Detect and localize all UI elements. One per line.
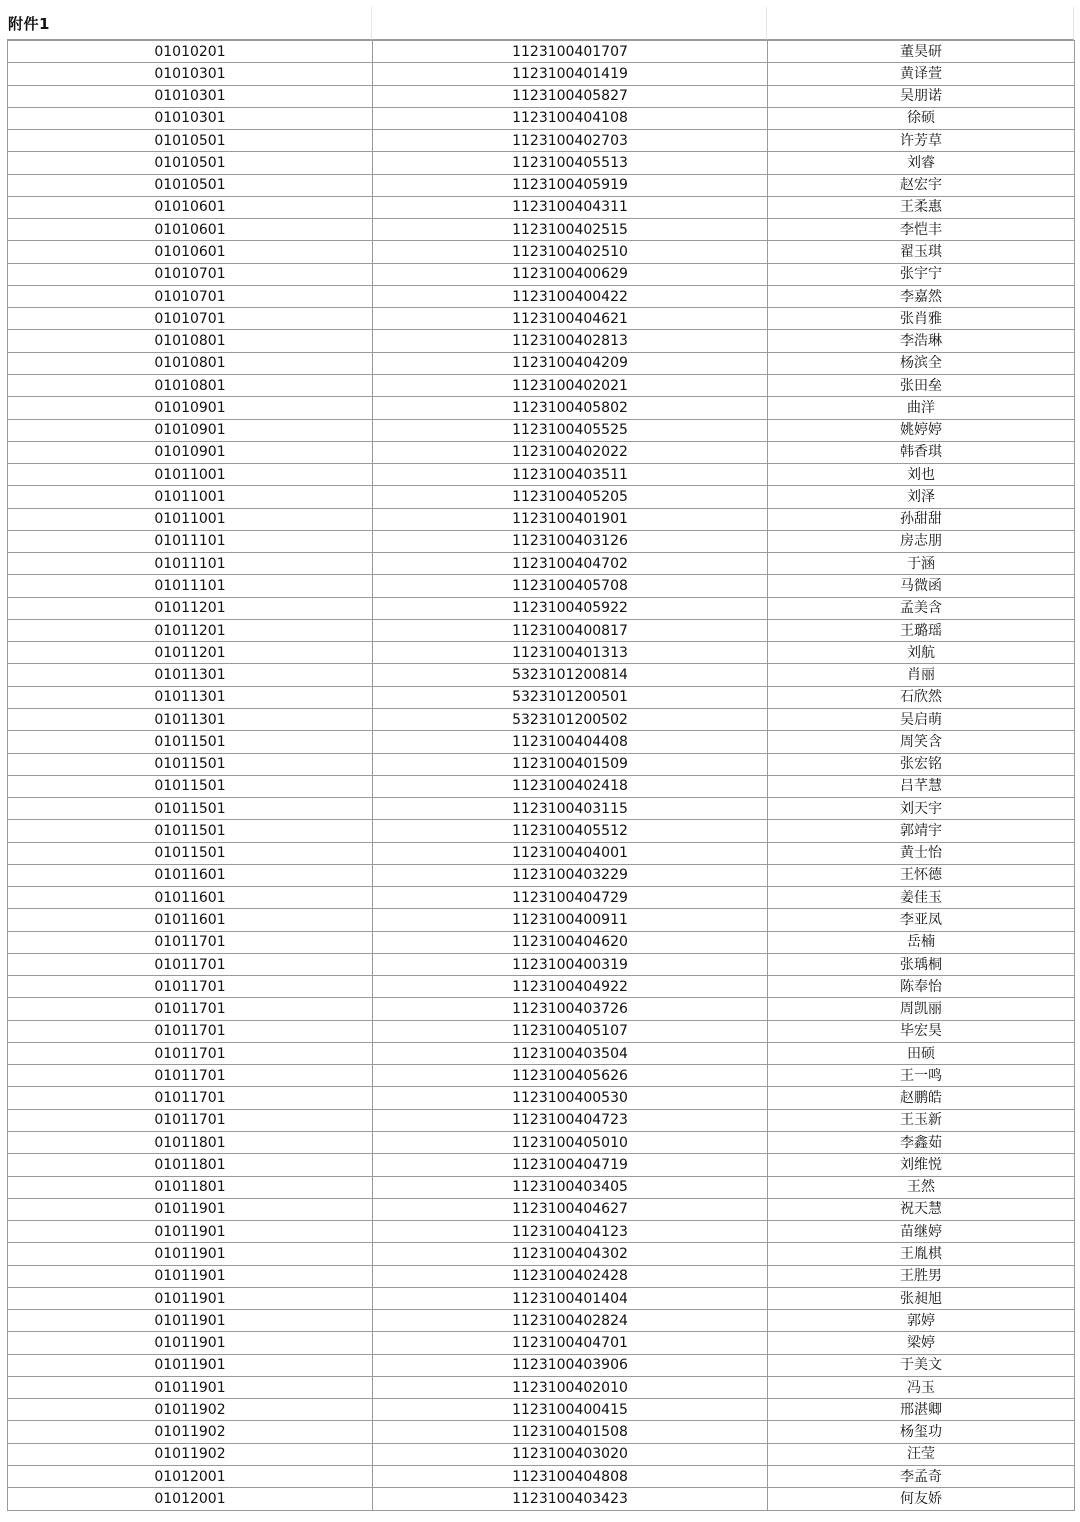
title-row xyxy=(7,7,1074,40)
table-row xyxy=(8,1154,1075,1176)
name-cell[interactable]: 于美文 xyxy=(768,1354,1075,1376)
id-number-cell[interactable]: 1123100405922 xyxy=(373,597,768,619)
name-cell[interactable]: 李浩琳 xyxy=(768,330,1075,352)
name-cell[interactable]: 黄译萱 xyxy=(768,63,1075,85)
id-number-cell[interactable]: 1123100400629 xyxy=(373,263,768,285)
table-row xyxy=(8,1466,1075,1488)
id-number-cell[interactable]: 1123100400415 xyxy=(373,1399,768,1421)
table-row xyxy=(8,931,1075,953)
table-row xyxy=(8,1287,1075,1309)
id-number-cell[interactable]: 1123100402428 xyxy=(373,1265,768,1287)
table-row xyxy=(8,642,1075,664)
id-number-cell[interactable]: 1123100402824 xyxy=(373,1310,768,1332)
code-cell[interactable]: 01011201 xyxy=(8,597,373,619)
name-cell[interactable]: 翟玉琪 xyxy=(768,241,1075,263)
name-cell[interactable]: 刘泽 xyxy=(768,486,1075,508)
name-cell[interactable]: 田硕 xyxy=(768,1042,1075,1064)
table-row xyxy=(8,887,1075,909)
id-number-cell[interactable]: 1123100403906 xyxy=(373,1354,768,1376)
code-cell[interactable]: 01010801 xyxy=(8,352,373,374)
id-number-cell[interactable]: 1123100405205 xyxy=(373,486,768,508)
code-cell[interactable]: 01010901 xyxy=(8,397,373,419)
code-cell[interactable]: 01011701 xyxy=(8,1065,373,1087)
code-cell[interactable]: 01011701 xyxy=(8,1109,373,1131)
id-number-cell[interactable]: 1123100405525 xyxy=(373,419,768,441)
table-row xyxy=(8,1020,1075,1042)
code-cell[interactable]: 01010901 xyxy=(8,419,373,441)
id-number-cell[interactable]: 1123100405827 xyxy=(373,85,768,107)
table-row xyxy=(8,196,1075,218)
id-number-cell[interactable]: 1123100403504 xyxy=(373,1042,768,1064)
name-cell[interactable]: 石欣然 xyxy=(768,686,1075,708)
table-row xyxy=(8,820,1075,842)
name-cell[interactable]: 房志朋 xyxy=(768,530,1075,552)
id-number-cell[interactable]: 1123100400911 xyxy=(373,909,768,931)
table-row xyxy=(8,1376,1075,1398)
name-cell[interactable]: 赵宏宇 xyxy=(768,174,1075,196)
id-number-cell[interactable]: 1123100404001 xyxy=(373,842,768,864)
name-cell[interactable]: 于涵 xyxy=(768,553,1075,575)
data-table xyxy=(7,40,1075,1511)
name-cell[interactable]: 苗继婷 xyxy=(768,1221,1075,1243)
id-number-cell[interactable]: 1123100404311 xyxy=(373,196,768,218)
name-cell[interactable]: 孙甜甜 xyxy=(768,508,1075,530)
name-cell[interactable]: 梁婷 xyxy=(768,1332,1075,1354)
table-row xyxy=(8,41,1075,63)
code-cell[interactable]: 01011801 xyxy=(8,1176,373,1198)
table-row xyxy=(8,330,1075,352)
code-cell[interactable]: 01011901 xyxy=(8,1243,373,1265)
code-cell[interactable]: 01010601 xyxy=(8,241,373,263)
id-number-cell[interactable]: 1123100405513 xyxy=(373,152,768,174)
table-row xyxy=(8,130,1075,152)
code-cell[interactable]: 01011501 xyxy=(8,753,373,775)
id-number-cell[interactable]: 1123100404302 xyxy=(373,1243,768,1265)
code-cell[interactable]: 01011501 xyxy=(8,798,373,820)
code-cell[interactable]: 01011701 xyxy=(8,953,373,975)
name-cell[interactable]: 徐硕 xyxy=(768,107,1075,129)
id-number-cell[interactable]: 1123100402703 xyxy=(373,130,768,152)
name-cell[interactable]: 吴启萌 xyxy=(768,708,1075,730)
code-cell[interactable]: 01011501 xyxy=(8,731,373,753)
id-number-cell[interactable]: 1123100402515 xyxy=(373,219,768,241)
name-cell[interactable]: 陈奉怡 xyxy=(768,976,1075,998)
table-row xyxy=(8,352,1075,374)
table-row xyxy=(8,1332,1075,1354)
table-row xyxy=(8,263,1075,285)
code-cell[interactable]: 01011901 xyxy=(8,1287,373,1309)
id-number-cell[interactable]: 1123100405919 xyxy=(373,174,768,196)
table-row xyxy=(8,1265,1075,1287)
table-row xyxy=(8,953,1075,975)
table-row xyxy=(8,798,1075,820)
id-number-cell[interactable]: 1123100405512 xyxy=(373,820,768,842)
name-cell[interactable]: 李嘉然 xyxy=(768,285,1075,307)
name-cell[interactable]: 王柔惠 xyxy=(768,196,1075,218)
table-row xyxy=(8,864,1075,886)
table-row xyxy=(8,842,1075,864)
table-row xyxy=(8,285,1075,307)
code-cell[interactable]: 01011301 xyxy=(8,686,373,708)
id-number-cell[interactable]: 1123100404723 xyxy=(373,1109,768,1131)
table-row xyxy=(8,575,1075,597)
table-row xyxy=(8,1065,1075,1087)
code-cell[interactable]: 01011801 xyxy=(8,1132,373,1154)
name-cell[interactable]: 刘也 xyxy=(768,464,1075,486)
id-number-cell[interactable]: 1123100404922 xyxy=(373,976,768,998)
id-number-cell[interactable]: 1123100401707 xyxy=(373,41,768,63)
code-cell[interactable]: 01010801 xyxy=(8,374,373,396)
name-cell[interactable]: 韩香琪 xyxy=(768,441,1075,463)
name-cell[interactable]: 李恺丰 xyxy=(768,219,1075,241)
name-cell[interactable]: 王一鸣 xyxy=(768,1065,1075,1087)
table-row xyxy=(8,464,1075,486)
name-cell[interactable]: 张田垒 xyxy=(768,374,1075,396)
id-number-cell[interactable]: 1123100402510 xyxy=(373,241,768,263)
table-row xyxy=(8,1399,1075,1421)
code-cell[interactable]: 01011701 xyxy=(8,931,373,953)
name-cell[interactable]: 刘睿 xyxy=(768,152,1075,174)
id-number-cell[interactable]: 1123100401509 xyxy=(373,753,768,775)
id-number-cell[interactable]: 5323101200814 xyxy=(373,664,768,686)
code-cell[interactable]: 01010301 xyxy=(8,85,373,107)
code-cell[interactable]: 01010601 xyxy=(8,219,373,241)
name-cell[interactable]: 刘天宇 xyxy=(768,798,1075,820)
table-row xyxy=(8,1443,1075,1465)
table-row xyxy=(8,1488,1075,1510)
code-cell[interactable]: 01011501 xyxy=(8,820,373,842)
name-cell[interactable]: 汪莹 xyxy=(768,1443,1075,1465)
name-cell[interactable]: 吴朋诺 xyxy=(768,85,1075,107)
code-cell[interactable]: 01011101 xyxy=(8,575,373,597)
code-cell[interactable]: 01011901 xyxy=(8,1221,373,1243)
name-cell[interactable]: 张瑀桐 xyxy=(768,953,1075,975)
id-number-cell[interactable]: 1123100405708 xyxy=(373,575,768,597)
name-cell[interactable]: 张宏铭 xyxy=(768,753,1075,775)
name-cell[interactable]: 李亚凤 xyxy=(768,909,1075,931)
name-cell[interactable]: 杨玺功 xyxy=(768,1421,1075,1443)
table-row xyxy=(8,63,1075,85)
code-cell[interactable]: 01010901 xyxy=(8,441,373,463)
code-cell[interactable]: 01010801 xyxy=(8,330,373,352)
code-cell[interactable]: 01010501 xyxy=(8,174,373,196)
code-cell[interactable]: 01011001 xyxy=(8,508,373,530)
code-cell[interactable]: 01011301 xyxy=(8,664,373,686)
code-cell[interactable]: 01010301 xyxy=(8,63,373,85)
table-row xyxy=(8,397,1075,419)
table-row xyxy=(8,998,1075,1020)
table-row xyxy=(8,1310,1075,1332)
id-number-cell[interactable]: 1123100404123 xyxy=(373,1221,768,1243)
id-number-cell[interactable]: 1123100404719 xyxy=(373,1154,768,1176)
table-row xyxy=(8,219,1075,241)
name-cell[interactable]: 郭靖宇 xyxy=(768,820,1075,842)
table-row xyxy=(8,1176,1075,1198)
table-row xyxy=(8,174,1075,196)
name-cell[interactable]: 董昊研 xyxy=(768,41,1075,63)
name-cell[interactable]: 祝天慧 xyxy=(768,1198,1075,1220)
name-cell[interactable]: 许芳草 xyxy=(768,130,1075,152)
name-cell[interactable]: 李孟奇 xyxy=(768,1466,1075,1488)
table-row xyxy=(8,241,1075,263)
code-cell[interactable]: 01011501 xyxy=(8,775,373,797)
code-cell[interactable]: 01010701 xyxy=(8,308,373,330)
code-cell[interactable]: 01011901 xyxy=(8,1354,373,1376)
empty-cell[interactable] xyxy=(372,7,767,40)
code-cell[interactable]: 01012001 xyxy=(8,1488,373,1510)
table-row xyxy=(8,1221,1075,1243)
id-number-cell[interactable]: 1123100404808 xyxy=(373,1466,768,1488)
id-number-cell[interactable]: 1123100404701 xyxy=(373,1332,768,1354)
id-number-cell[interactable]: 1123100404108 xyxy=(373,107,768,129)
id-number-cell[interactable]: 1123100404627 xyxy=(373,1198,768,1220)
name-cell[interactable]: 王胜男 xyxy=(768,1265,1075,1287)
table-row xyxy=(8,553,1075,575)
code-cell[interactable]: 01011901 xyxy=(8,1198,373,1220)
id-number-cell[interactable]: 1123100403423 xyxy=(373,1488,768,1510)
id-number-cell[interactable]: 1123100401313 xyxy=(373,642,768,664)
id-number-cell[interactable]: 1123100401508 xyxy=(373,1421,768,1443)
id-number-cell[interactable]: 1123100405802 xyxy=(373,397,768,419)
id-number-cell[interactable]: 1123100404621 xyxy=(373,308,768,330)
id-number-cell[interactable]: 1123100405010 xyxy=(373,1132,768,1154)
id-number-cell[interactable]: 1123100400817 xyxy=(373,619,768,641)
code-cell[interactable]: 01011201 xyxy=(8,642,373,664)
table-row xyxy=(8,597,1075,619)
id-number-cell[interactable]: 1123100403405 xyxy=(373,1176,768,1198)
table-row xyxy=(8,374,1075,396)
code-cell[interactable]: 01011101 xyxy=(8,530,373,552)
name-cell[interactable]: 王怀德 xyxy=(768,864,1075,886)
code-cell[interactable]: 01010501 xyxy=(8,152,373,174)
name-cell[interactable]: 王璐瑶 xyxy=(768,619,1075,641)
code-cell[interactable]: 01011301 xyxy=(8,708,373,730)
table-row xyxy=(8,619,1075,641)
table-row xyxy=(8,1198,1075,1220)
code-cell[interactable]: 01011101 xyxy=(8,553,373,575)
code-cell[interactable]: 01011701 xyxy=(8,998,373,1020)
table-row xyxy=(8,731,1075,753)
code-cell[interactable]: 01011902 xyxy=(8,1421,373,1443)
table-row xyxy=(8,85,1075,107)
id-number-cell[interactable]: 1123100400319 xyxy=(373,953,768,975)
name-cell[interactable]: 姚婷婷 xyxy=(768,419,1075,441)
name-cell[interactable]: 肖丽 xyxy=(768,664,1075,686)
code-cell[interactable]: 01011901 xyxy=(8,1376,373,1398)
code-cell[interactable]: 01011901 xyxy=(8,1332,373,1354)
name-cell[interactable]: 周凯丽 xyxy=(768,998,1075,1020)
id-number-cell[interactable]: 1123100403229 xyxy=(373,864,768,886)
name-cell[interactable]: 黄士怡 xyxy=(768,842,1075,864)
id-number-cell[interactable]: 1123100405626 xyxy=(373,1065,768,1087)
id-number-cell[interactable]: 1123100402021 xyxy=(373,374,768,396)
code-cell[interactable]: 01011902 xyxy=(8,1399,373,1421)
empty-cell[interactable] xyxy=(767,7,1074,40)
table-row xyxy=(8,976,1075,998)
id-number-cell[interactable]: 1123100401901 xyxy=(373,508,768,530)
table-row xyxy=(8,441,1075,463)
id-number-cell[interactable]: 1123100400422 xyxy=(373,285,768,307)
id-number-cell[interactable]: 1123100402010 xyxy=(373,1376,768,1398)
name-cell[interactable]: 周笑含 xyxy=(768,731,1075,753)
code-cell[interactable]: 01011601 xyxy=(8,909,373,931)
attachment-title: 附件1 xyxy=(8,15,50,33)
id-number-cell[interactable]: 1123100401419 xyxy=(373,63,768,85)
code-cell[interactable]: 01011901 xyxy=(8,1265,373,1287)
name-cell[interactable]: 吕芊慧 xyxy=(768,775,1075,797)
code-cell[interactable]: 01011501 xyxy=(8,842,373,864)
code-cell[interactable]: 01011201 xyxy=(8,619,373,641)
name-cell[interactable]: 赵鹏皓 xyxy=(768,1087,1075,1109)
table-row xyxy=(8,1421,1075,1443)
table-row xyxy=(8,1243,1075,1265)
id-number-cell[interactable]: 1123100404729 xyxy=(373,887,768,909)
table-row xyxy=(8,107,1075,129)
id-number-cell[interactable]: 5323101200502 xyxy=(373,708,768,730)
table-body xyxy=(8,41,1075,1511)
name-cell[interactable]: 冯玉 xyxy=(768,1376,1075,1398)
table-row xyxy=(8,686,1075,708)
name-cell[interactable]: 刘航 xyxy=(768,642,1075,664)
code-cell[interactable]: 01011701 xyxy=(8,1042,373,1064)
id-number-cell[interactable]: 1123100401404 xyxy=(373,1287,768,1309)
table-row xyxy=(8,419,1075,441)
table-row xyxy=(8,664,1075,686)
code-cell[interactable]: 01011901 xyxy=(8,1310,373,1332)
table-row xyxy=(8,308,1075,330)
code-cell[interactable]: 01011001 xyxy=(8,486,373,508)
title-cell[interactable] xyxy=(7,7,372,40)
name-cell[interactable]: 张肖雅 xyxy=(768,308,1075,330)
table-row xyxy=(8,508,1075,530)
id-number-cell[interactable]: 1123100402813 xyxy=(373,330,768,352)
code-cell[interactable]: 01010701 xyxy=(8,285,373,307)
table-row xyxy=(8,152,1075,174)
id-number-cell[interactable]: 1123100403115 xyxy=(373,798,768,820)
id-number-cell[interactable]: 5323101200501 xyxy=(373,686,768,708)
code-cell[interactable]: 01010201 xyxy=(8,41,373,63)
name-cell[interactable]: 马微函 xyxy=(768,575,1075,597)
id-number-cell[interactable]: 1123100403511 xyxy=(373,464,768,486)
table-row xyxy=(8,1042,1075,1064)
code-cell[interactable]: 01011902 xyxy=(8,1443,373,1465)
code-cell[interactable]: 01010701 xyxy=(8,263,373,285)
id-number-cell[interactable]: 1123100403726 xyxy=(373,998,768,1020)
code-cell[interactable]: 01011801 xyxy=(8,1154,373,1176)
name-cell[interactable]: 何友娇 xyxy=(768,1488,1075,1510)
name-cell[interactable]: 岳楠 xyxy=(768,931,1075,953)
code-cell[interactable]: 01011701 xyxy=(8,1020,373,1042)
code-cell[interactable]: 01011601 xyxy=(8,864,373,886)
table-row xyxy=(8,753,1075,775)
name-cell[interactable]: 王玉新 xyxy=(768,1109,1075,1131)
name-cell[interactable]: 孟美含 xyxy=(768,597,1075,619)
name-cell[interactable]: 邢湛卿 xyxy=(768,1399,1075,1421)
id-number-cell[interactable]: 1123100402418 xyxy=(373,775,768,797)
table-row xyxy=(8,1354,1075,1376)
id-number-cell[interactable]: 1123100403126 xyxy=(373,530,768,552)
name-cell[interactable]: 张昶旭 xyxy=(768,1287,1075,1309)
table-row xyxy=(8,530,1075,552)
id-number-cell[interactable]: 1123100405107 xyxy=(373,1020,768,1042)
table-row xyxy=(8,1132,1075,1154)
code-cell[interactable]: 01010601 xyxy=(8,196,373,218)
code-cell[interactable]: 01010501 xyxy=(8,130,373,152)
code-cell[interactable]: 01011701 xyxy=(8,1087,373,1109)
table-row xyxy=(8,1087,1075,1109)
name-cell[interactable]: 王胤棋 xyxy=(768,1243,1075,1265)
name-cell[interactable]: 姜佳玉 xyxy=(768,887,1075,909)
id-number-cell[interactable]: 1123100404408 xyxy=(373,731,768,753)
name-cell[interactable]: 毕宏昊 xyxy=(768,1020,1075,1042)
code-cell[interactable]: 01011601 xyxy=(8,887,373,909)
name-cell[interactable]: 曲洋 xyxy=(768,397,1075,419)
table-row xyxy=(8,486,1075,508)
name-cell[interactable]: 王然 xyxy=(768,1176,1075,1198)
code-cell[interactable]: 01011701 xyxy=(8,976,373,998)
id-number-cell[interactable]: 1123100404702 xyxy=(373,553,768,575)
id-number-cell[interactable]: 1123100404209 xyxy=(373,352,768,374)
code-cell[interactable]: 01011001 xyxy=(8,464,373,486)
id-number-cell[interactable]: 1123100400530 xyxy=(373,1087,768,1109)
name-cell[interactable]: 杨滨全 xyxy=(768,352,1075,374)
table-row xyxy=(8,708,1075,730)
code-cell[interactable]: 01010301 xyxy=(8,107,373,129)
id-number-cell[interactable]: 1123100404620 xyxy=(373,931,768,953)
id-number-cell[interactable]: 1123100403020 xyxy=(373,1443,768,1465)
code-cell[interactable]: 01012001 xyxy=(8,1466,373,1488)
name-cell[interactable]: 郭婷 xyxy=(768,1310,1075,1332)
name-cell[interactable]: 李鑫茹 xyxy=(768,1132,1075,1154)
name-cell[interactable]: 刘维悦 xyxy=(768,1154,1075,1176)
id-number-cell[interactable]: 1123100402022 xyxy=(373,441,768,463)
name-cell[interactable]: 张宇宁 xyxy=(768,263,1075,285)
table-row xyxy=(8,1109,1075,1131)
table-row xyxy=(8,909,1075,931)
table-row xyxy=(8,775,1075,797)
